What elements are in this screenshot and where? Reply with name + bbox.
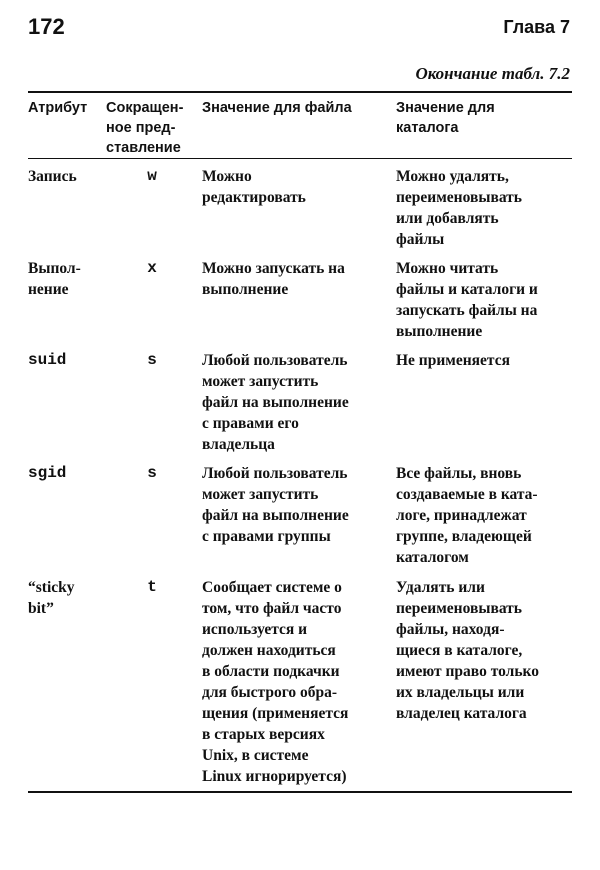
cell-short-form: s [147,351,157,369]
cell-file-meaning: Сообщает системе о том, что файл часто используется и должен находиться в области подкачки для быстрого обра- щения (применяется в старых версиях Unix, в системе Linux игнорируется) [202,579,349,785]
cell-file-meaning: Можно редактировать [202,168,306,206]
cell-attribute: Выпол- нение [28,260,81,298]
table-caption: Окончание табл. 7.2 [415,64,570,83]
cell-directory-meaning: Все файлы, вновь создаваемые в ката- логе, принадлежат группе, владеющей каталогом [396,465,538,566]
cell-attribute: suid [28,351,67,369]
page-header [28,14,572,44]
cell-short-form: t [147,578,157,596]
cell-directory-meaning: Удалять или переименовывать файлы, находя- щиеся в каталоге, имеют право только их владельцы или владелец каталога [396,579,540,722]
header-short-form: Сокращен- ное пред- ставление [106,100,184,156]
table-top-rule [28,91,572,93]
cell-directory-meaning: Можно удалять, переименовывать или добавлять файлы [396,168,522,248]
cell-directory-meaning: Не применяется [396,352,510,369]
cell-file-meaning: Любой пользователь может запустить файл на выполнение с правами группы [202,465,349,545]
cell-attribute: sgid [28,464,67,482]
header-attribute: Атрибут [28,100,88,116]
table-header-rule [28,158,572,159]
cell-short-form: w [147,167,157,185]
table-bottom-rule [28,791,572,793]
cell-file-meaning: Можно запускать на выполнение [202,260,345,298]
cell-file-meaning: Любой пользователь может запустить файл на выполнение с правами его владельца [202,352,349,453]
page-number: 172 [28,14,65,39]
header-file-meaning: Значение для файла [202,100,352,116]
header-directory-meaning: Значение для каталога [396,100,495,136]
chapter-title: Глава 7 [503,17,570,37]
cell-directory-meaning: Можно читать файлы и каталоги и запускать файлы на выполнение [396,260,538,340]
cell-short-form: x [147,259,157,277]
cell-attribute: “sticky bit” [28,579,75,617]
cell-short-form: s [147,464,157,482]
cell-attribute: Запись [28,168,77,185]
